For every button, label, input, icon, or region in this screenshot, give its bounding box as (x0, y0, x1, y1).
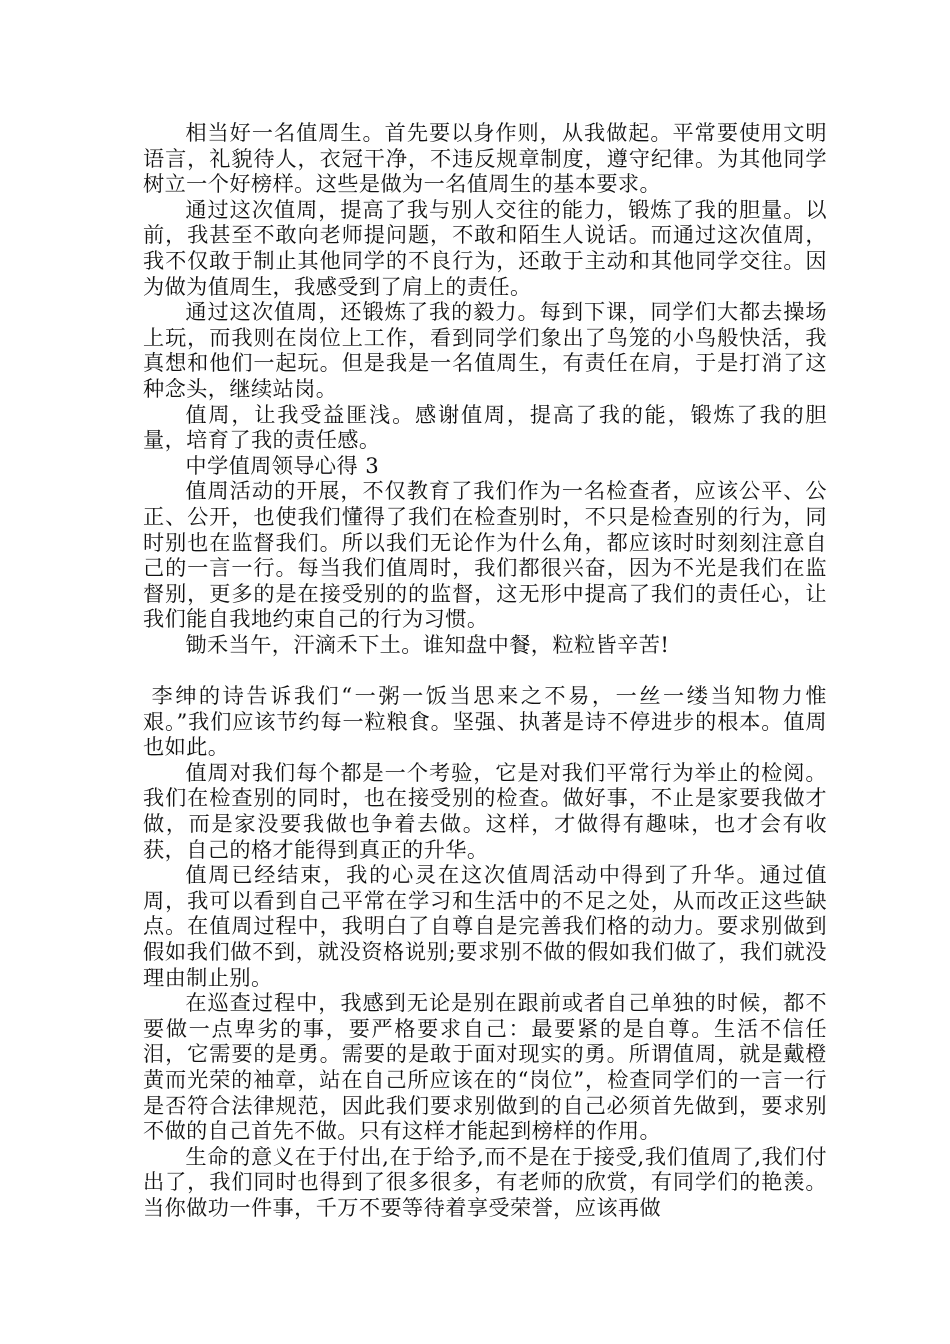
section-heading: 中学值周领导心得 3 (185, 452, 380, 478)
paragraph-4: 值周，让我受益匪浅。感谢值周，提高了我的能，锻炼了我的胆量，培育了我的责任感。 (143, 401, 827, 453)
paragraph-2: 通过这次值周，提高了我与别人交往的能力，锻炼了我的胆量。以前，我甚至不敢向老师提问题，不敢和陌生人说话。而通过这次值周，我不仅敢于制止其他同学的不良行为，还敢于主动和其他同学交往。因为做为值周生，我感受到了肩上的责任。 (143, 196, 827, 299)
paragraph-3: 通过这次值周，还锻炼了我的毅力。每到下课，同学们大都去操场上玩，而我则在岗位上工作，看到同学们象出了鸟笼的小鸟般快活，我真想和他们一起玩。但是我是一名值周生，有责任在肩，于是打消了这种念头，继续站岗。 (143, 299, 827, 401)
blank-line (143, 657, 827, 683)
paragraph-8: 值周已经结束，我的心灵在这次值周活动中得到了升华。通过值周，我可以看到自己平常在学习和生活中的不足之处，从而改正这些缺点。在值周过程中，我明白了自尊自是完善我们格的动力。要求别做到假如我们做不到，就没资格说别;要求别不做的假如我们做了，我们就没理由制止别。 (143, 862, 827, 990)
paragraph-10: 生命的意义在于付出,在于给予,而不是在于接受,我们值周了,我们付出了，我们同时也得到了很多很多，有老师的欣赏，有同学们的艳羡。当你做功一件事，千万不要等待着享受荣誉，应该再做 (143, 1143, 827, 1220)
paragraph-6: 李绅的诗告诉我们“一粥一饭当思来之不易，一丝一缕当知物力惟艰。”我们应该节约每一粒粮食。坚强、执著是诗不停进步的根本。值周也如此。 (143, 683, 827, 760)
paragraph-1: 相当好一名值周生。首先要以身作则，从我做起。平常要使用文明语言，礼貌待人，衣冠干净，不违反规章制度，遵守纪律。为其他同学树立一个好榜样。这些是做为一名值周生的基本要求。 (143, 120, 827, 197)
paragraph-5: 值周活动的开展，不仅教育了我们作为一名检查者，应该公平、公正、公开，也使我们懂得了我们在检查别时，不只是检查别的行为，同时别也在监督我们。所以我们无论作为什么角，都应该时时刻刻注意自己的一言一行。每当我们值周时，我们都很兴奋，因为不光是我们在监督别，更多的是在接受别的的监督，这无形中提高了我们的责任心，让我们能自我地约束自己的行为习惯。 (143, 478, 827, 632)
paragraph-7: 值周对我们每个都是一个考验，它是对我们平常行为举止的检阅。我们在检查别的同时，也在接受别的检查。做好事，不止是家要我做才做，而是家没要我做也争着去做。这样，才做得有趣味，也才会有收获，自己的格才能得到真正的升华。 (143, 759, 827, 862)
paragraph-9: 在巡查过程中，我感到无论是别在跟前或者自己单独的时候，都不要做一点卑劣的事，要严格要求自己：最要紧的是自尊。生活不信任泪，它需要的是勇。需要的是敢于面对现实的勇。所谓值周，就是戴橙黄而光荣的袖章，站在自己所应该在的“岗位”，检查同学们的一言一行是否符合法律规范，因此我们要求别做到的自己必须首先做到，要求别不做的自己首先不做。只有这样才能起到榜样的作用。 (143, 990, 827, 1144)
poem-line: 锄禾当午，汗滴禾下土。谁知盘中餐，粒粒皆辛苦! (185, 631, 670, 657)
document-body (143, 120, 827, 1221)
